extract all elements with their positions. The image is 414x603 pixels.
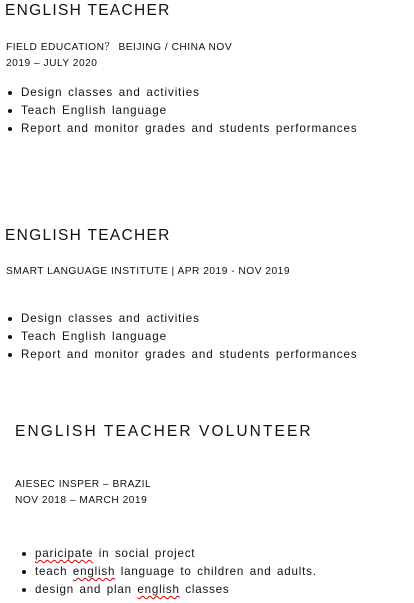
bullet-icon xyxy=(8,317,12,321)
bullet-icon xyxy=(22,552,26,556)
job-meta xyxy=(6,264,290,280)
list-item: Design classes and activities xyxy=(6,310,358,328)
job-title: ENGLISH TEACHER VOLUNTEER xyxy=(15,423,313,440)
bullet-icon xyxy=(8,353,12,357)
job-meta xyxy=(15,477,151,509)
list-item: Design classes and activities xyxy=(6,84,358,102)
bullet-icon xyxy=(22,588,26,592)
date-range: NOV 2018 – MARCH 2019 xyxy=(15,495,148,506)
list-item: Teach English language xyxy=(6,102,358,120)
duties-list xyxy=(20,545,317,599)
bullet-icon xyxy=(8,109,12,113)
list-item: design and plan english classes xyxy=(20,581,317,599)
list-item: paricipate in social project xyxy=(20,545,317,563)
organization-location: AIESEC INSPER – BRAZIL xyxy=(15,479,152,490)
bullet-icon xyxy=(22,570,26,574)
misspelled-word: english xyxy=(137,583,180,596)
list-item: Teach English language xyxy=(6,328,358,346)
misspelled-word: english xyxy=(72,565,116,578)
list-item: Report and monitor grades and students performances xyxy=(6,120,358,138)
duties-list xyxy=(6,84,358,138)
job-title: ENGLISH TEACHER xyxy=(5,2,171,19)
date-range: 2019 – JULY 2020 xyxy=(6,58,98,69)
list-item: teach english language to children and adults. xyxy=(20,563,317,581)
duties-list xyxy=(6,310,358,364)
job-title: ENGLISH TEACHER xyxy=(5,227,171,244)
bullet-icon xyxy=(8,127,12,131)
employer-date: SMART LANGUAGE INSTITUTE | APR 2019 - NOV 2019 xyxy=(6,266,291,277)
bullet-icon xyxy=(8,91,12,95)
employer-location-date: FIELD EDUCATION？ BEIJING / CHINA NOV xyxy=(6,42,233,53)
job-meta xyxy=(6,40,232,72)
bullet-icon xyxy=(8,335,12,339)
list-item: Report and monitor grades and students performances xyxy=(6,346,358,364)
misspelled-word: paricipate xyxy=(35,547,94,560)
